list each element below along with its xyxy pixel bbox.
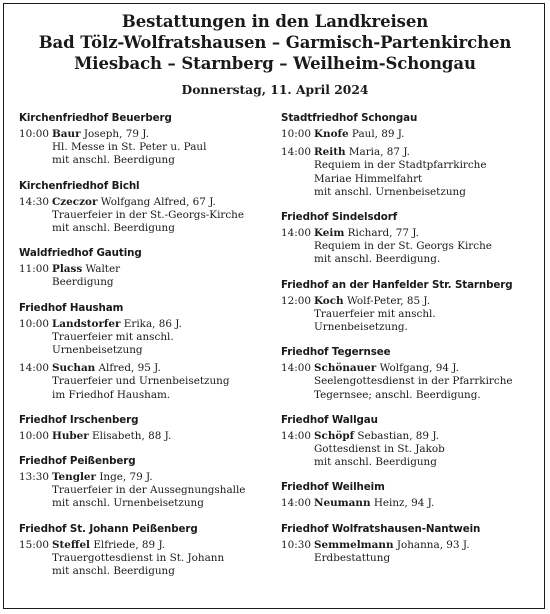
burial-time: 13:30 bbox=[19, 471, 49, 484]
deceased-surname: Koch bbox=[314, 294, 344, 307]
cemetery-section bbox=[281, 112, 543, 199]
entry-line bbox=[281, 295, 543, 308]
service-detail: mit anschl. Beerdigung. bbox=[314, 253, 441, 266]
deceased-surname: Steffel bbox=[52, 538, 91, 551]
service-detail: mit anschl. Urnenbeisetzung bbox=[314, 185, 466, 198]
deceased-surname: Suchan bbox=[52, 362, 96, 375]
entry-line bbox=[19, 318, 267, 331]
cemetery-title: Waldfriedhof Gauting bbox=[19, 247, 142, 260]
burial-entry bbox=[19, 471, 267, 511]
burial-time: 10:30 bbox=[281, 538, 311, 551]
service-detail: im Friedhof Hausham. bbox=[52, 388, 171, 401]
cemetery-title: Friedhof Wallgau bbox=[281, 413, 378, 426]
burial-time: 10:00 bbox=[19, 128, 49, 140]
cemetery-section bbox=[19, 247, 267, 289]
burial-time: 11:00 bbox=[19, 263, 49, 276]
burial-entry bbox=[281, 430, 543, 470]
left-column bbox=[19, 112, 267, 590]
cemetery-section bbox=[19, 414, 267, 443]
cemetery-title: Friedhof Wolfratshausen-Nantwein bbox=[281, 522, 481, 535]
deceased-details: Johanna, 93 J. bbox=[396, 538, 470, 551]
burial-time: 10:00 bbox=[19, 317, 49, 330]
cemetery-section bbox=[19, 455, 267, 511]
burial-time: 14:00 bbox=[281, 227, 311, 240]
deceased-details: Walter bbox=[85, 263, 121, 276]
deceased-details: Maria, 87 J. bbox=[348, 146, 410, 159]
burial-entry bbox=[19, 318, 267, 358]
cemetery-section bbox=[281, 211, 543, 267]
deceased-surname: Plass bbox=[52, 263, 83, 276]
deceased-details: Heinz, 94 J. bbox=[373, 497, 435, 510]
burial-entry bbox=[281, 362, 543, 402]
burial-time: 14:00 bbox=[281, 362, 311, 375]
burial-entry bbox=[19, 128, 267, 168]
cemetery-title: Kirchenfriedhof Beuerberg bbox=[19, 112, 172, 124]
entry-line bbox=[19, 430, 267, 443]
service-detail: Urnenbeisetzung bbox=[52, 344, 143, 357]
service-detail: Trauerfeier mit anschl. bbox=[52, 330, 174, 343]
cemetery-section bbox=[19, 523, 267, 579]
entry-line bbox=[19, 196, 267, 209]
burial-entry bbox=[281, 497, 543, 510]
burial-entry bbox=[19, 430, 267, 443]
service-detail: Trauerfeier mit anschl. bbox=[314, 307, 436, 320]
right-column bbox=[281, 112, 543, 577]
entry-line bbox=[19, 471, 267, 484]
deceased-details: Erika, 86 J. bbox=[123, 317, 182, 330]
service-detail: Trauerfeier in der St.-Georgs-Kirche bbox=[52, 208, 245, 221]
cemetery-title: Friedhof Weilheim bbox=[281, 481, 385, 494]
deceased-surname: Reith bbox=[314, 146, 346, 159]
deceased-details: Elfriede, 89 J. bbox=[93, 538, 166, 551]
headline-line-1: Bestattungen in den Landkreisen bbox=[121, 12, 429, 31]
service-detail: Seelengottesdienst in der Pfarrkirche bbox=[314, 375, 513, 388]
deceased-surname: Baur bbox=[52, 128, 81, 140]
burial-time: 14:00 bbox=[281, 429, 311, 442]
cemetery-section bbox=[281, 346, 543, 402]
deceased-details: Sebastian, 89 J. bbox=[357, 429, 439, 442]
entry-line bbox=[19, 263, 267, 276]
cemetery-title: Friedhof St. Johann Peißenberg bbox=[19, 522, 198, 535]
deceased-surname: Schöpf bbox=[314, 429, 355, 442]
deceased-details: Joseph, 79 J. bbox=[83, 128, 149, 140]
burial-time: 14:30 bbox=[19, 195, 49, 208]
service-detail: Erdbestattung bbox=[314, 551, 391, 564]
service-detail: Trauerfeier in der Aussegnungshalle bbox=[52, 484, 246, 497]
cemetery-title: Friedhof Tegernsee bbox=[281, 346, 391, 359]
entry-line bbox=[281, 227, 543, 240]
burial-entry bbox=[281, 128, 543, 141]
deceased-surname: Landstorfer bbox=[52, 317, 121, 330]
burial-entry bbox=[19, 539, 267, 579]
service-detail: Tegernsee; anschl. Beerdigung. bbox=[314, 388, 481, 401]
cemetery-section bbox=[281, 414, 543, 470]
cemetery-section bbox=[19, 180, 267, 236]
entry-line bbox=[281, 430, 543, 443]
deceased-surname: Schönauer bbox=[314, 362, 377, 375]
burial-entry bbox=[19, 196, 267, 236]
deceased-details: Elisabeth, 88 J. bbox=[92, 429, 172, 442]
service-detail: mit anschl. Beerdigung bbox=[52, 565, 175, 578]
cemetery-title: Stadtfriedhof Schongau bbox=[281, 112, 418, 124]
service-detail: Trauergottesdienst in St. Johann bbox=[52, 551, 225, 564]
cemetery-title: Kirchenfriedhof Bichl bbox=[19, 179, 140, 192]
burial-time: 14:00 bbox=[281, 497, 311, 510]
cemetery-title: Friedhof Peißenberg bbox=[19, 455, 136, 468]
service-detail: mit anschl. Beerdigung bbox=[314, 456, 437, 469]
entry-line bbox=[281, 539, 543, 552]
cemetery-section bbox=[281, 279, 543, 335]
service-detail: mit anschl. Beerdigung bbox=[52, 222, 175, 235]
deceased-details: Inge, 79 J. bbox=[99, 471, 153, 484]
service-detail: Urnenbeisetzung. bbox=[314, 321, 408, 334]
burial-time: 14:00 bbox=[19, 362, 49, 375]
service-detail: mit anschl. Beerdigung bbox=[52, 154, 175, 167]
burial-entry bbox=[19, 263, 267, 289]
burial-entry bbox=[281, 295, 543, 335]
cemetery-title: Friedhof Sindelsdorf bbox=[281, 211, 398, 224]
cemetery-title: Friedhof Hausham bbox=[19, 301, 124, 314]
deceased-surname: Knofe bbox=[314, 128, 349, 140]
service-detail: Hl. Messe in St. Peter u. Paul bbox=[52, 141, 207, 154]
burial-time: 15:00 bbox=[19, 538, 49, 551]
service-detail: mit anschl. Urnenbeisetzung bbox=[52, 497, 204, 510]
deceased-details: Wolfgang Alfred, 67 J. bbox=[100, 195, 216, 208]
service-detail: Requiem in der Stadtpfarrkirche bbox=[314, 159, 487, 172]
deceased-details: Alfred, 95 J. bbox=[98, 362, 161, 375]
entry-line bbox=[19, 128, 267, 141]
headline-line-2: Bad Tölz-Wolfratshausen – Garmisch-Partenkirchen bbox=[38, 33, 512, 52]
deceased-details: Paul, 89 J. bbox=[351, 128, 405, 140]
burial-time: 10:00 bbox=[281, 128, 311, 140]
entry-line bbox=[281, 146, 543, 159]
entry-line bbox=[281, 362, 543, 375]
burial-time: 10:00 bbox=[19, 429, 49, 442]
service-detail: Mariae Himmelfahrt bbox=[314, 172, 423, 185]
deceased-surname: Czeczor bbox=[52, 195, 98, 208]
burial-entry bbox=[281, 227, 543, 267]
deceased-surname: Tengler bbox=[52, 471, 97, 484]
deceased-surname: Keim bbox=[314, 227, 345, 240]
deceased-surname: Semmelmann bbox=[314, 538, 394, 551]
headline-line-3: Miesbach – Starnberg – Weilheim-Schongau bbox=[74, 54, 476, 73]
burial-entry bbox=[19, 362, 267, 402]
entry-line bbox=[19, 362, 267, 375]
service-detail: Gottesdienst in St. Jakob bbox=[314, 443, 445, 456]
service-detail: Beerdigung bbox=[52, 276, 114, 289]
deceased-surname: Huber bbox=[52, 429, 89, 442]
deceased-details: Wolfgang, 94 J. bbox=[379, 362, 459, 375]
cemetery-title: Friedhof Irschenberg bbox=[19, 413, 139, 426]
service-detail: Requiem in der St. Georgs Kirche bbox=[314, 240, 492, 253]
entry-line bbox=[19, 539, 267, 552]
burial-time: 14:00 bbox=[281, 146, 311, 159]
entry-line bbox=[281, 497, 543, 510]
burial-time: 12:00 bbox=[281, 294, 311, 307]
deceased-surname: Neumann bbox=[314, 497, 371, 510]
deceased-details: Richard, 77 J. bbox=[347, 227, 419, 240]
cemetery-section bbox=[19, 112, 267, 168]
entry-line bbox=[281, 128, 543, 141]
service-detail: Trauerfeier und Urnenbeisetzung bbox=[52, 375, 230, 388]
burial-entry bbox=[281, 539, 543, 565]
cemetery-title: Friedhof an der Hanfelder Str. Starnberg bbox=[281, 278, 513, 291]
cemetery-section bbox=[281, 523, 543, 565]
deceased-details: Wolf-Peter, 85 J. bbox=[346, 294, 431, 307]
notice-date: Donnerstag, 11. April 2024 bbox=[181, 82, 369, 97]
burial-entry bbox=[281, 146, 543, 199]
cemetery-section bbox=[281, 481, 543, 510]
cemetery-section bbox=[19, 302, 267, 402]
